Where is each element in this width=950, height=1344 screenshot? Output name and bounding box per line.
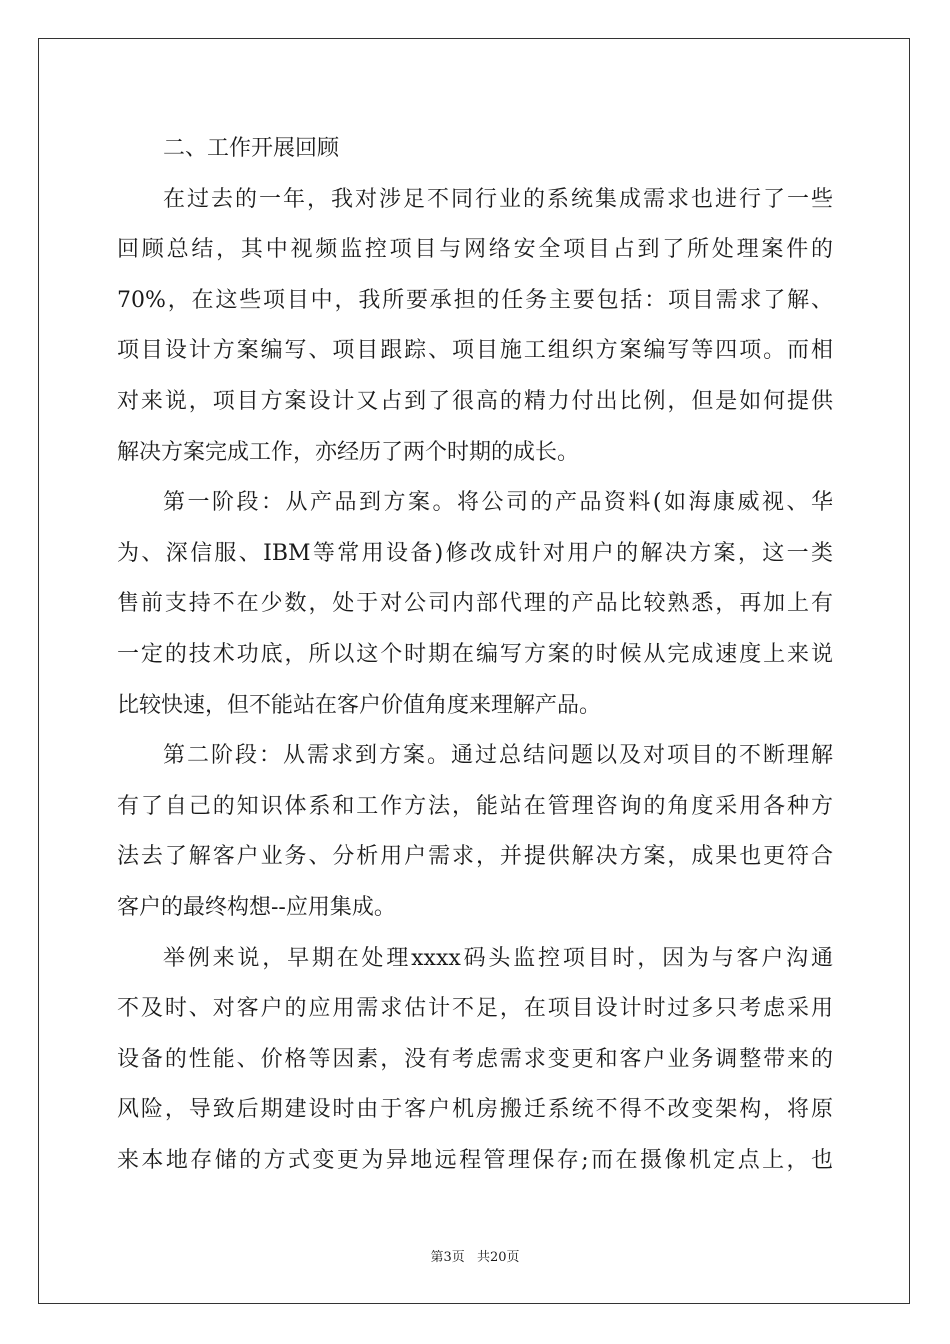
section-heading: 二、工作开展回顾 <box>163 136 340 161</box>
paragraph-line: 回顾总结，其中视频监控项目与网络安全项目占到了所处理案件的 <box>117 237 833 263</box>
paragraph-line: 比较快速，但不能站在客户价值角度来理解产品。 <box>117 692 602 718</box>
paragraph-line: 设备的性能、价格等因素，没有考虑需求变更和客户业务调整带来的 <box>117 1046 833 1072</box>
paragraph-line: 来本地存储的方式变更为异地远程管理保存;而在摄像机定点上，也 <box>117 1147 833 1173</box>
paragraph-line: 有了自己的知识体系和工作方法，能站在管理咨询的角度采用各种方 <box>117 793 833 819</box>
paragraph-line: 项目设计方案编写、项目跟踪、项目施工组织方案编写等四项。而相 <box>117 338 833 364</box>
paragraph-line: 不及时、对客户的应用需求估计不足，在项目设计时过多只考虑采用 <box>117 996 833 1022</box>
paragraph-line: 举例来说，早期在处理xxxx码头监控项目时，因为与客户沟通 <box>163 945 833 971</box>
paragraph-line: 对来说，项目方案设计又占到了很高的精力付出比例，但是如何提供 <box>117 388 833 414</box>
document-body <box>117 124 833 1186</box>
paragraph-line: 70%，在这些项目中，我所要承担的任务主要包括：项目需求了解、 <box>117 287 833 313</box>
paragraph-line: 风险，导致后期建设时由于客户机房搬迁系统不得不改变架构，将原 <box>117 1097 833 1123</box>
page-number: 第3页 <box>430 1250 465 1265</box>
paragraph-line: 售前支持不在少数，处于对公司内部代理的产品比较熟悉，再加上有 <box>117 591 833 617</box>
paragraph-line: 为、深信服、IBM等常用设备)修改成针对用户的解决方案，这一类 <box>117 540 833 566</box>
paragraph-line: 一定的技术功底，所以这个时期在编写方案的时候从完成速度上来说 <box>117 641 833 667</box>
paragraph-line: 第二阶段：从需求到方案。通过总结问题以及对项目的不断理解 <box>163 743 833 769</box>
paragraph-line: 在过去的一年，我对涉足不同行业的系统集成需求也进行了一些 <box>163 186 833 212</box>
page-total: 共20页 <box>476 1250 520 1265</box>
paragraph-line: 法去了解客户业务、分析用户需求，并提供解决方案，成果也更符合 <box>117 844 833 870</box>
paragraph-line: 解决方案完成工作，亦经历了两个时期的成长。 <box>117 439 580 465</box>
paragraph-line: 客户的最终构想--应用集成。 <box>117 894 396 920</box>
page-footer <box>0 1246 950 1265</box>
paragraph-line: 第一阶段：从产品到方案。将公司的产品资料(如海康威视、华 <box>163 490 833 516</box>
